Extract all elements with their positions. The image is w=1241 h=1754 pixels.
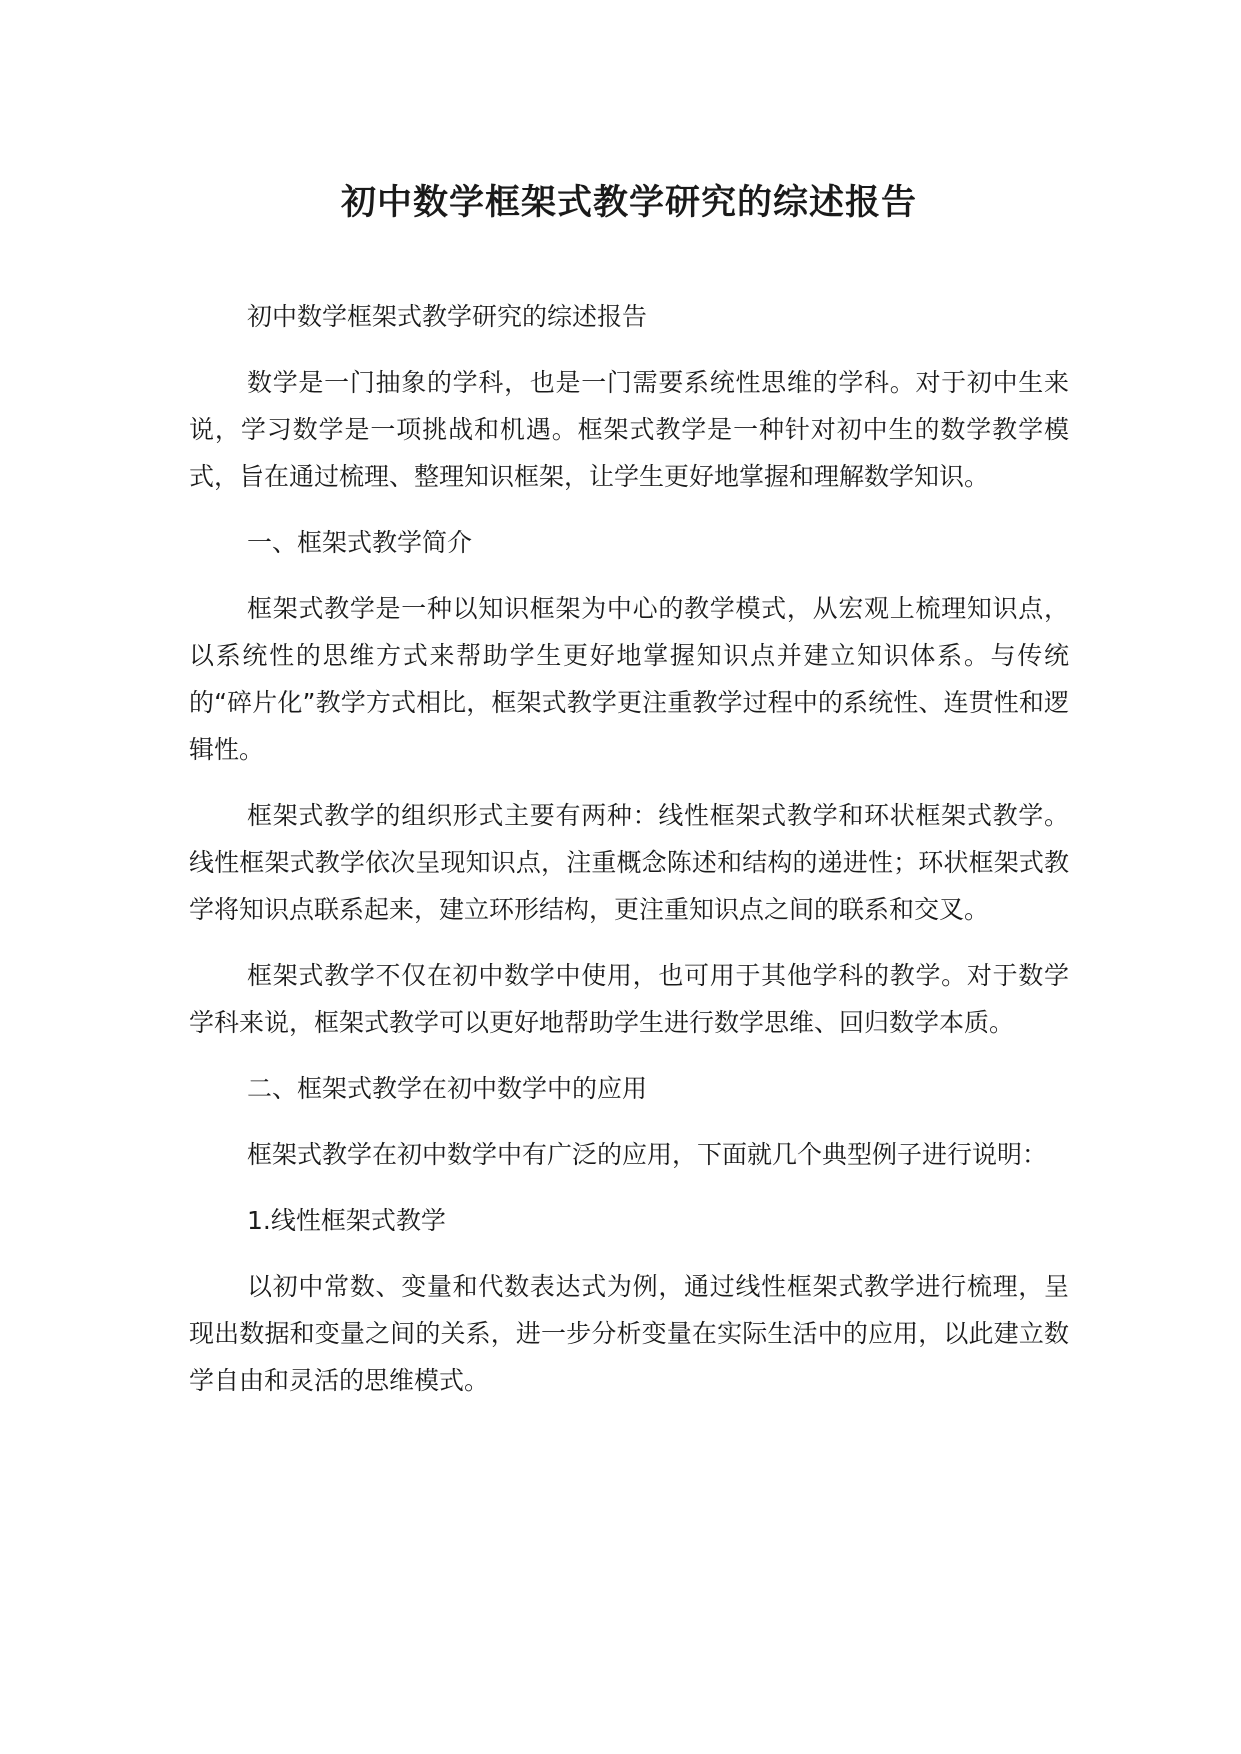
paragraph-forms: 框架式教学的组织形式主要有两种：线性框架式教学和环状框架式教学。线性框架式教学依次呈现知识点，注重概念陈述和结构的递进性；环状框架式教学将知识点联系起来，建立环形结构，更注重知识点之间的联系和交叉。 <box>189 801 1069 924</box>
document-body <box>189 293 1069 1423</box>
paragraph-scope: 框架式教学不仅在初中数学中使用，也可用于其他学科的教学。对于数学学科来说，框架式教学可以更好地帮助学生进行数学思维、回归数学本质。 <box>189 961 1069 1037</box>
paragraph-intro: 数学是一门抽象的学科，也是一门需要系统性思维的学科。对于初中生来说，学习数学是一项挑战和机遇。框架式教学是一种针对初中生的数学教学模式，旨在通过梳理、整理知识框架，让学生更好地掌握和理解数学知识。 <box>189 368 1069 491</box>
paragraph-subtitle: 初中数学框架式教学研究的综述报告 <box>247 302 648 331</box>
paragraph-definition: 框架式教学是一种以知识框架为中心的教学模式，从宏观上梳理知识点，以系统性的思维方式来帮助学生更好地掌握知识点并建立知识体系。与传统的“碎片化”教学方式相比，框架式教学更注重教学过程中的系统性、连贯性和逻辑性。 <box>189 594 1069 764</box>
section-heading-1: 一、框架式教学简介 <box>247 528 473 557</box>
subsection-heading-1: 1.线性框架式教学 <box>247 1206 446 1235</box>
section-heading-2: 二、框架式教学在初中数学中的应用 <box>247 1074 648 1103</box>
paragraph-applications: 框架式教学在初中数学中有广泛的应用，下面就几个典型例子进行说明： <box>247 1140 1048 1169</box>
paragraph-linear-example: 以初中常数、变量和代数表达式为例，通过线性框架式教学进行梳理，呈现出数据和变量之间的关系，进一步分析变量在实际生活中的应用，以此建立数学自由和灵活的思维模式。 <box>189 1272 1069 1395</box>
document-title: 初中数学框架式教学研究的综述报告 <box>340 183 917 223</box>
